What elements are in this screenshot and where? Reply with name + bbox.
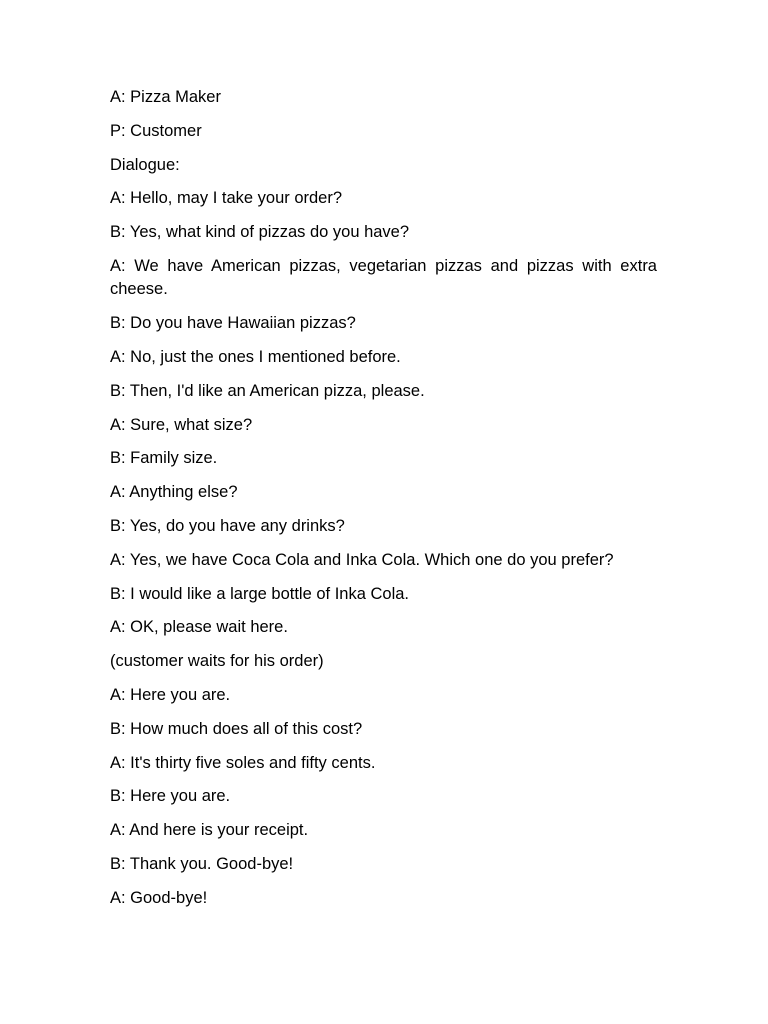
- dialogue-line: A: Sure, what size?: [110, 415, 253, 434]
- dialogue-line: B: Yes, what kind of pizzas do you have?: [110, 223, 410, 242]
- dialogue-line: B: Yes, do you have any drinks?: [110, 517, 345, 536]
- dialogue-line: B: How much does all of this cost?: [110, 719, 363, 738]
- role-line-customer: P: Customer: [110, 121, 202, 140]
- dialogue-line: B: Then, I'd like an American pizza, please.: [110, 381, 425, 400]
- dialogue-line: A: And here is your receipt.: [110, 821, 309, 840]
- stage-direction: (customer waits for his order): [110, 652, 324, 671]
- dialogue-line: A: Here you are.: [110, 686, 231, 705]
- dialogue-line: A: No, just the ones I mentioned before.: [110, 348, 401, 367]
- dialogue-line: A: Anything else?: [110, 483, 238, 502]
- dialogue-text-block: [110, 86, 657, 921]
- dialogue-line: A: It's thirty five soles and fifty cents.: [110, 753, 376, 772]
- dialogue-line: A: Yes, we have Coca Cola and Inka Cola. Which one do you prefer?: [110, 550, 614, 569]
- dialogue-line: B: Do you have Hawaiian pizzas?: [110, 314, 356, 333]
- role-line-pizza-maker: A: Pizza Maker: [110, 88, 221, 106]
- dialogue-line: A: Hello, may I take your order?: [110, 189, 343, 208]
- dialogue-line: A: OK, please wait here.: [110, 618, 288, 637]
- dialogue-line: B: Thank you. Good-bye!: [110, 855, 294, 874]
- dialogue-line: A: Good-bye!: [110, 888, 208, 907]
- dialogue-line: B: Here you are.: [110, 787, 231, 806]
- dialogue-line: A: We have American pizzas, vegetarian pizzas and pizzas with extra cheese.: [110, 256, 657, 299]
- dialogue-line: B: I would like a large bottle of Inka Cola.: [110, 584, 409, 603]
- dialogue-line: B: Family size.: [110, 449, 218, 468]
- dialogue-heading: Dialogue:: [110, 155, 180, 174]
